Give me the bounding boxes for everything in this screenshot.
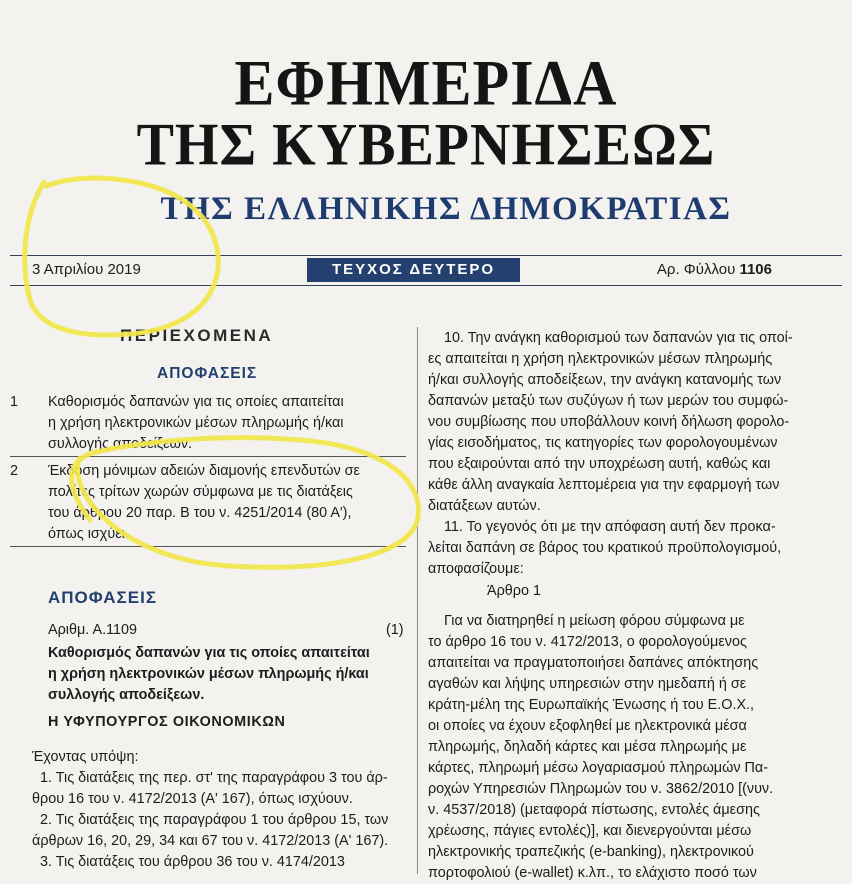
contents-item-line: πολίτες τρίτων χωρών σύμφωνα με τις διατάξεις bbox=[48, 484, 353, 500]
article-1-body bbox=[428, 611, 836, 884]
body-line: 1. Τις διατάξεις της περ. στ' της παραγράφου 3 του άρ- bbox=[32, 770, 388, 786]
sheet-number-value: 1106 bbox=[739, 261, 772, 278]
article-heading: Άρθρο 1 bbox=[487, 583, 541, 599]
body-line: πορτοφολιού (e-wallet) κ.λπ., το ελάχιστο ποσό των bbox=[428, 865, 757, 881]
body-line: ηλεκτρονικής τραπεζικής (e-banking), ηλεκτρονικού bbox=[428, 844, 754, 860]
contents-heading: ΠΕΡΙΕΧΟΜΕΝΑ bbox=[120, 326, 274, 345]
body-line: γίας εισοδήματος, τις κατηγορίες των φορολογουμένων bbox=[428, 435, 778, 451]
body-line: 11. Το γεγονός ότι με την απόφαση αυτή δεν προκα- bbox=[428, 519, 776, 535]
body-line: το άρθρο 16 του ν. 4172/2013, ο φορολογούμενος bbox=[428, 634, 747, 650]
contents-item-line: η χρήση ηλεκτρονικών μέσων πληρωμής ή/και bbox=[48, 415, 344, 431]
body-line: λείται δαπάνη σε βάρος του κρατικού προϋπολογισμού, bbox=[428, 540, 782, 556]
contents-item-line: του άρθρου 20 παρ. Β του ν. 4251/2014 (80 Α'), bbox=[48, 505, 352, 521]
body-line: νου συμβίωσης που υποβάλλουν κοινή δήλωση φορολο- bbox=[428, 414, 790, 430]
body-line: που εξαιρούνται από την υποχρέωση αυτή, καθώς και bbox=[428, 456, 771, 472]
body-line: ες απαιτείται η χρήση ηλεκτρονικών μέσων πληρωμής bbox=[428, 351, 773, 367]
issue-bar-top-rule bbox=[10, 255, 842, 256]
sheet-number bbox=[657, 261, 772, 278]
decision-title-line: η χρήση ηλεκτρονικών μέσων πληρωμής ή/και bbox=[48, 666, 369, 682]
contents-item-text bbox=[48, 461, 406, 545]
decision-title-line: Καθορισμός δαπανών για τις οποίες απαιτείται bbox=[48, 645, 370, 661]
contents-item-number: 1 bbox=[10, 394, 19, 410]
body-line: κάρτες, πληρωμή μέσω λογαριασμού πληρωμών Πα- bbox=[428, 760, 769, 776]
body-line: αγαθών και λήψης υπηρεσιών στην ημεδαπή ή σε bbox=[428, 676, 747, 692]
contents-item-line: συλλογής αποδείξεων. bbox=[48, 436, 193, 452]
contents-item-text bbox=[48, 392, 406, 455]
body-line: ή/και συλλογής αποδείξεων, την ανάγκη κατανομής των bbox=[428, 372, 782, 388]
issue-date: 3 Απριλίου 2019 bbox=[32, 261, 141, 278]
sheet-number-label: Αρ. Φύλλου bbox=[656, 261, 736, 278]
body-line: πληρωμής, δηλαδή κάρτες και μέσα πληρωμής με bbox=[428, 739, 747, 755]
gazette-subtitle: ΤΗΣ ΕΛΛΗΝΙΚΗΣ ΔΗΜΟΚΡΑΤΙΑΣ bbox=[160, 191, 732, 227]
body-line: οι οποίες να έχουν εξοφληθεί με ηλεκτρονικά μέσα bbox=[428, 718, 747, 734]
contents-separator bbox=[10, 456, 406, 457]
decision-body bbox=[32, 747, 406, 873]
contents-item-2 bbox=[10, 461, 406, 547]
decisions-heading: ΑΠΟΦΑΣΕΙΣ bbox=[48, 588, 158, 607]
body-line: απαιτείται να πραγματοποιήσει δαπάνες απόκτησης bbox=[428, 655, 759, 671]
decision-index: (1) bbox=[386, 622, 404, 638]
body-line: κάθε άλλη αναγκαία λεπτομέρεια για την εφαρμογή των bbox=[428, 477, 780, 493]
decision-title-line: συλλογής αποδείξεων. bbox=[48, 687, 205, 703]
body-line: θρου 16 του ν. 4172/2013 (Α' 167), όπως ισχύουν. bbox=[32, 791, 353, 807]
body-line: ροχών Υπηρεσιών Πληρωμών του ν. 3862/2010 [(νυν. bbox=[428, 781, 774, 797]
body-line: Έχοντας υπόψη: bbox=[32, 749, 139, 765]
contents-item-line: όπως ισχύει. bbox=[48, 526, 129, 542]
body-line: Για να διατηρηθεί η μείωση φόρου σύμφωνα με bbox=[428, 613, 745, 629]
decision-number: Αριθμ. Α.1109 bbox=[48, 622, 138, 638]
issue-bar-bottom-rule bbox=[10, 285, 842, 286]
issue-type-banner: ΤΕΥΧΟΣ ΔΕΥΤΕΡΟ bbox=[307, 258, 520, 282]
contents-decisions-heading: ΑΠΟΦΑΣΕΙΣ bbox=[157, 365, 258, 382]
contents-item-number: 2 bbox=[10, 463, 19, 479]
body-line: 3. Τις διατάξεις του άρθρου 36 του ν. 4174/2013 bbox=[32, 854, 345, 870]
body-line: 2. Τις διατάξεις της παραγράφου 1 του άρθρου 15, των bbox=[32, 812, 389, 828]
decision-title bbox=[48, 643, 406, 706]
body-line: κράτη-μέλη της Ευρωπαϊκής Ένωσης ή του Ε.Ο.Χ., bbox=[428, 697, 755, 713]
body-line: αποφασίζουμε: bbox=[428, 561, 524, 577]
body-line: άρθρων 16, 20, 29, 34 και 67 του ν. 4172/2013 (Α' 167). bbox=[32, 833, 389, 849]
contents-item-1 bbox=[10, 392, 406, 458]
body-line: χρέωσης, πάγιες εντολές)], και διενεργούνται μέσω bbox=[428, 823, 752, 839]
paragraphs-10-11 bbox=[428, 328, 836, 580]
body-line: δαπανών μεταξύ των συζύγων ή των μερών του συμφώ- bbox=[428, 393, 789, 409]
body-line: 10. Την ανάγκη καθορισμού των δαπανών για τις οποί- bbox=[428, 330, 793, 346]
body-line: διατάξεων αυτών. bbox=[428, 498, 541, 514]
gazette-title-line2: ΤΗΣ ΚΥΒΕΡΝΗΣΕΩΣ bbox=[136, 111, 716, 179]
ministry-heading: Η ΥΦΥΠΟΥΡΓΟΣ ΟΙΚΟΝΟΜΙΚΩΝ bbox=[48, 714, 286, 730]
contents-item-line: Καθορισμός δαπανών για τις οποίες απαιτείται bbox=[48, 394, 344, 410]
gazette-title-line1: ΕΦΗΜΕΡΙΔΑ bbox=[234, 47, 618, 119]
body-line: ν. 4537/2018) (μεταφορά πίστωσης, εντολές άμεσης bbox=[428, 802, 760, 818]
contents-end-rule bbox=[10, 546, 406, 547]
column-divider bbox=[417, 327, 418, 874]
contents-item-line: Έκδοση μόνιμων αδειών διαμονής επενδυτών σε bbox=[48, 463, 360, 479]
